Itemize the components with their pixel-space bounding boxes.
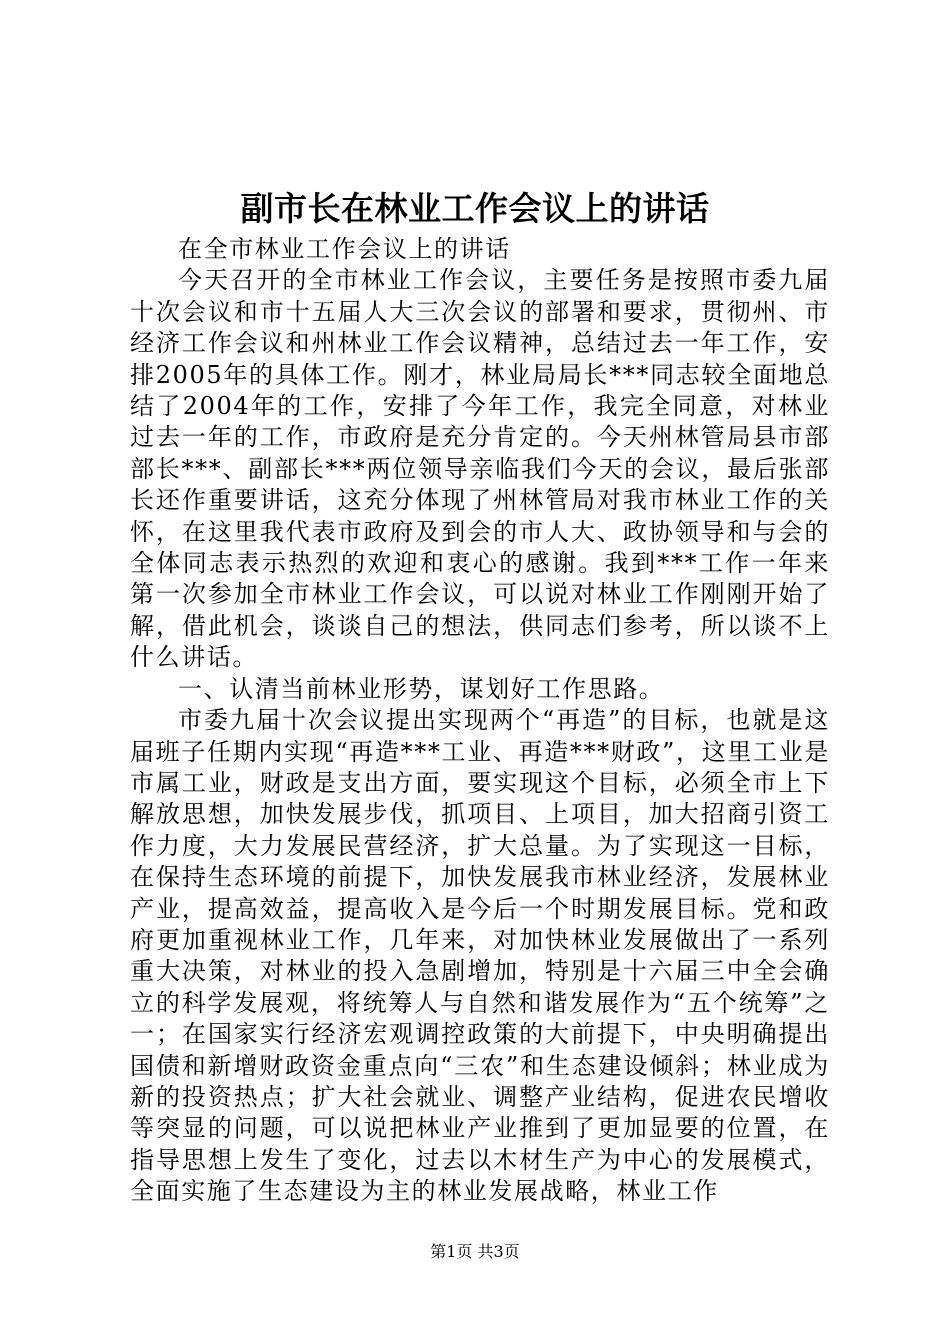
section-heading: 一、认清当前林业形势，谋划好工作思路。: [178, 674, 665, 703]
page-footer: 第1页 共3页: [430, 1242, 520, 1261]
document-body: [130, 234, 830, 1208]
page-title: 副市长在林业工作会议上的讲话: [240, 189, 710, 228]
subtitle-paragraph: 在全市林业工作会议上的讲话: [178, 235, 511, 263]
body-paragraph: 今天召开的全市林业工作会议，主要任务是按照市委九届十次会议和市十五届人大三次会议的部署和要求，贯彻州、市经济工作会议和州林业工作会议精神，总结过去一年工作，安排2005年的具体工作。刚才，林业局局长***同志较全面地总结了2004年的工作，安排了今年工作，我完全同意，对林业过去一年的工作，市政府是充分肯定的。今天州林管局县市部部长***、副部长***两位领导亲临我们今天的会议，最后张部长还作重要讲话，这充分体现了州林管局对我市林业工作的关怀，在这里我代表市政府及到会的市人大、政协领导和与会的全体同志表示热烈的欢迎和衷心的感谢。我到***工作一年来第一次参加全市林业工作会议，可以说对林业工作刚刚开始了解，借此机会，谈谈自己的想法，供同志们参考，所以谈不上什么讲话。: [130, 266, 830, 672]
body-paragraph: 市委九届十次会议提出实现两个“再造”的目标，也就是这届班子任期内实现“再造***工业、再造***财政”，这里工业是市属工业，财政是支出方面，要实现这个目标，必须全市上下解放思想，加快发展步伐，抓项目、上项目，加大招商引资工作力度，大力发展民营经济，扩大总量。为了实现这一目标，在保持生态环境的前提下，加快发展我市林业经济，发展林业产业，提高效益，提高收入是今后一个时期发展目标。党和政府更加重视林业工作，几年来，对加快林业发展做出了一系列重大决策，对林业的投入急剧增加，特别是十六届三中全会确立的科学发展观，将统筹人与自然和谐发展作为“五个统筹”之一；在国家实行经济宏观调控政策的大前提下，中央明确提出国债和新增财政资金重点向“三农”和生态建设倾斜；林业成为新的投资热点；扩大社会就业、调整产业结构，促进农民增收等突显的问题，可以说把林业产业推到了更加显要的位置，在指导思想上发生了变化，过去以木材生产为中心的发展模式，全面实施了生态建设为主的林业发展战略，林业工作: [130, 706, 830, 1206]
